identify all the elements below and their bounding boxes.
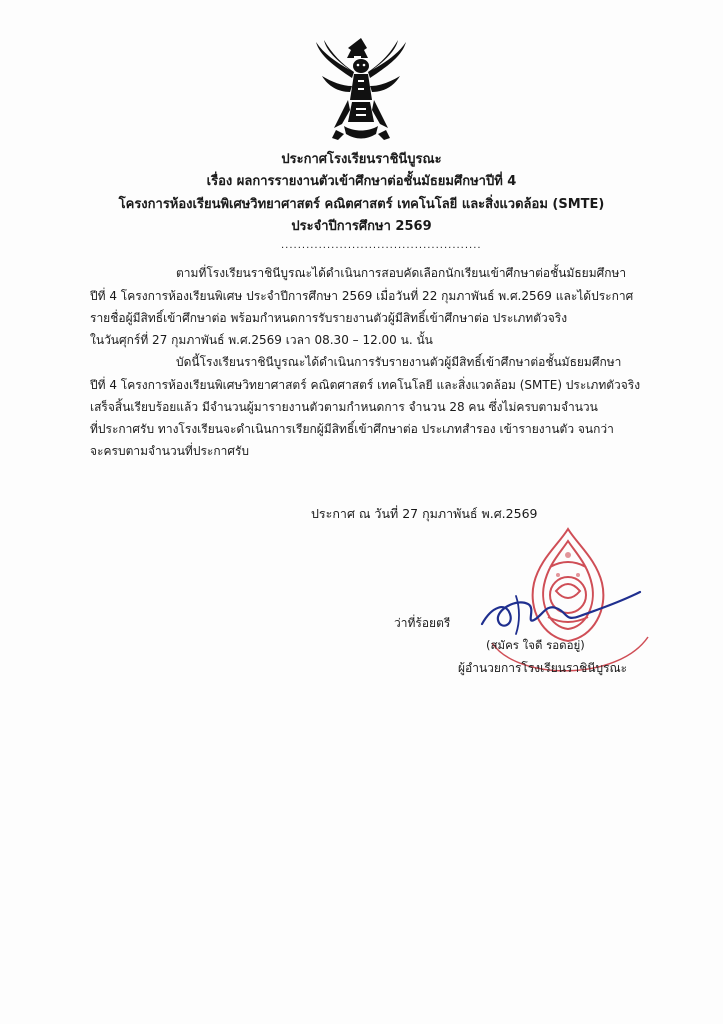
body-line: จะครบตามจำนวนที่ประกาศรับ [90,444,250,458]
separator-line: ................................................ [281,240,482,251]
announce-date: ประกาศ ณ วันที่ 27 กุมภาพันธ์ พ.ศ.2569 [311,506,538,521]
body-line: ในวันศุกร์ที่ 27 กุมภาพันธ์ พ.ศ.2569 เวลา 08.30 – 12.00 น. นั้น [90,333,433,347]
body-line: ที่ประกาศรับ ทางโรงเรียนจะดำเนินการเรียกผู้มีสิทธิ์เข้าศึกษาต่อ ประเภทสำรอง เข้ารายงานตัว จนกว่า [90,422,614,436]
announcement-subject: เรื่อง ผลการรายงานตัวเข้าศึกษาต่อชั้นมัธยมศึกษาปีที่ 4 [206,174,517,189]
handwritten-signature-icon [476,584,644,640]
body-line: ตามที่โรงเรียนราชินีบูรณะได้ดำเนินการสอบคัดเลือกนักเรียนเข้าศึกษาต่อชั้นมัธยมศึกษา [176,266,627,280]
academic-year: ประจำปีการศึกษา 2569 [291,219,432,234]
body-line: เสร็จสิ้นเรียบร้อยแล้ว มีจำนวนผู้มารายงานตัวตามกำหนดการ จำนวน 28 คน ซึ่งไม่ครบตามจำนวน [90,400,598,414]
announcement-title: ประกาศโรงเรียนราชินีบูรณะ [281,152,442,167]
project-name: โครงการห้องเรียนพิเศษวิทยาศาสตร์ คณิตศาสตร์ เทคโนโลยี และสิ่งแวดล้อม (SMTE) [118,197,605,212]
signer-name: (สมัคร ใจดี รอดอยู่) [486,638,585,652]
body-line: รายชื่อผู้มีสิทธิ์เข้าศึกษาต่อ พร้อมกำหนดการรับรายงานตัวผู้มีสิทธิ์เข้าศึกษาต่อ ประเภทตัวจริง [90,311,568,325]
body-line: บัดนี้โรงเรียนราชินีบูรณะได้ดำเนินการรับรายงานตัวผู้มีสิทธิ์เข้าศึกษาต่อชั้นมัธยมศึกษา [176,355,622,369]
signer-rank: ว่าที่ร้อยตรี [394,616,451,630]
body-line: ปีที่ 4 โครงการห้องเรียนพิเศษวิทยาศาสตร์ คณิตศาสตร์ เทคโนโลยี และสิ่งแวดล้อม (SMTE) ประเภทตัวจริง [90,378,641,392]
garuda-emblem-icon [314,36,408,142]
body-line: ปีที่ 4 โครงการห้องเรียนพิเศษ ประจำปีการศึกษา 2569 เมื่อวันที่ 22 กุมภาพันธ์ พ.ศ.2569 และได้ประกาศ [90,289,634,303]
signer-position: ผู้อำนวยการโรงเรียนราชินีบูรณะ [458,661,628,675]
